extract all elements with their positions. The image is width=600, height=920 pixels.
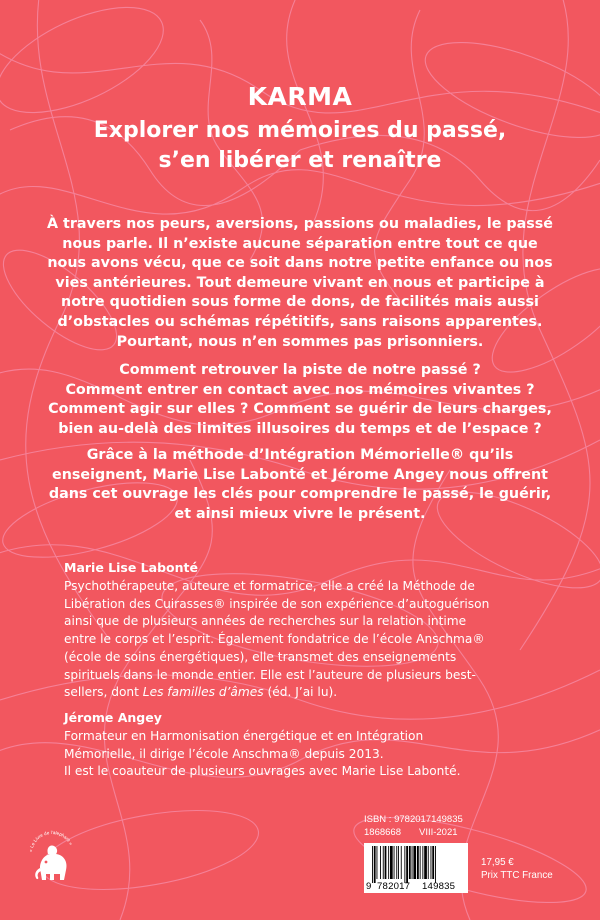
blurb-paragraph-3	[0, 446, 600, 524]
bio-line: (école de soins énergétiques), elle transmet des enseignements	[64, 649, 457, 664]
blurb-line: Comment retrouver la piste de notre passé ?	[119, 362, 481, 378]
barcode-bar	[417, 846, 419, 879]
barcode-bar	[380, 846, 381, 879]
blurb-paragraph-2	[0, 361, 600, 439]
price-amount: 17,95 €	[481, 857, 514, 868]
print-code: 1868668	[364, 827, 401, 838]
barcode-bar	[432, 846, 434, 879]
isbn-number: ISBN : 9782017149835	[364, 814, 463, 825]
barcode-bar	[422, 846, 423, 879]
barcode-bar	[385, 846, 387, 879]
logo-text: « Le Livre de l’alephant »	[28, 829, 74, 853]
bio-text: sellers, dont	[64, 685, 143, 700]
barcode-bar	[412, 846, 413, 879]
bio-line: Psychothérapeute, auteure et formatrice, elle a créé la Méthode de	[64, 579, 475, 593]
barcode-bar	[401, 846, 402, 879]
bio-line: ainsi que de plusieurs années de recherches sur la relation intime	[64, 614, 467, 629]
print-date: VIII-2021	[418, 827, 458, 838]
blurb-paragraph-1	[0, 215, 600, 352]
author-1-name: Marie Lise Labonté	[64, 560, 198, 575]
elephant-logo	[24, 824, 80, 886]
barcode-bar	[383, 846, 384, 879]
barcode-bar	[406, 846, 408, 883]
author-1-bio	[64, 578, 489, 702]
author-2-name: Jérome Angey	[64, 710, 162, 725]
barcode-bar	[388, 846, 389, 879]
isbn-codes	[364, 826, 463, 839]
barcode	[364, 843, 468, 893]
blurb-line: nous avons vécu, que ce soit dans notre petite enfance ou nos	[47, 255, 553, 272]
bio-line: spirituels dans le monde entier. Elle est l’auteure de plusieurs best-	[64, 667, 476, 682]
barcode-bar	[413, 846, 416, 879]
barcode-bar	[435, 846, 436, 883]
barcode-bar	[396, 846, 397, 879]
blurb-line: nous parle. Il n’existe aucune séparation entre tout ce que	[62, 235, 538, 252]
barcode-bar	[409, 846, 411, 879]
price-label: Prix TTC France	[481, 870, 553, 881]
barcode-bar	[424, 846, 427, 879]
blurb-line: Grâce à la méthode d’Intégration Mémorielle® qu’ils	[86, 447, 514, 463]
elephant-logo-icon	[24, 824, 80, 886]
barcode-bar	[404, 846, 405, 883]
barcode-digit-group: 782017	[377, 881, 411, 892]
blurb-line: dans cet ouvrage les clés pour comprendre le passé, le guérir,	[48, 486, 552, 503]
blurb-line: Comment entrer en contact avec nos mémoires vivantes ?	[65, 381, 535, 398]
price-info	[481, 856, 553, 882]
bio-line: Il est le coauteur de plusieurs ouvrages avec Marie Lise Labonté.	[64, 764, 461, 779]
bio-line: Mémorielle, il dirige l’école Anschma® depuis 2013.	[64, 746, 384, 761]
subtitle-line: Explorer nos mémoires du passé,	[93, 118, 507, 143]
bio-line: Formateur en Harmonisation énergétique et en Intégration	[64, 729, 424, 743]
barcode-bar	[372, 846, 373, 883]
barcode-bar	[398, 846, 399, 879]
barcode-bar	[428, 846, 429, 879]
blurb-line: d’obstacles ou schémas répétitifs, sans raisons apparentes.	[57, 313, 543, 330]
bio-text: (éd. J’ai lu).	[263, 685, 338, 700]
blurb-line: Comment agir sur elles ? Comment se guérir de leurs charges,	[48, 401, 552, 418]
blurb-line: notre quotidien sous forme de dons, de facilités mais aussi	[61, 294, 539, 311]
barcode-bar	[377, 846, 378, 879]
blurb-line: enseignent, Marie Lise Labonté et Jérome Angey nous offrent	[52, 466, 548, 483]
blurb-line: et ainsi mieux vivre le présent.	[174, 505, 426, 522]
blurb-line: Pourtant, nous n’en sommes pas prisonniers.	[116, 333, 484, 350]
bio-line-last	[64, 684, 489, 702]
subtitle-line: s’en libérer et renaître	[158, 148, 442, 173]
barcode-bar	[431, 846, 432, 879]
book-title: KARMA	[247, 82, 353, 111]
barcode-digit-group: 149835	[422, 881, 456, 892]
bio-line: Libération des Cuirasses® inspirée de son expérience d’autoguérison	[64, 596, 490, 611]
barcode-digit-group: 9	[366, 881, 372, 892]
book-title-reference: Les familles d’âmes	[142, 685, 264, 700]
barcode-bar	[390, 846, 393, 879]
blurb-line: bien au-delà des limites illusoires du temps et de l’espace ?	[58, 420, 542, 437]
barcode-bar	[374, 846, 376, 883]
bio-line: entre le corps et l’esprit. Également fondatrice de l’école Anschma®	[64, 632, 485, 647]
blurb-line: À travers nos peurs, aversions, passions ou maladies, le passé	[46, 216, 554, 232]
barcode-bars	[364, 843, 468, 883]
barcode-bar	[420, 846, 421, 879]
book-subtitle	[0, 116, 600, 176]
barcode-bar	[394, 846, 395, 879]
isbn-info	[364, 813, 463, 839]
blurb-line: vies antérieures. Tout demeure vivant en nous et participe à	[55, 274, 545, 291]
author-2-bio	[64, 728, 461, 781]
